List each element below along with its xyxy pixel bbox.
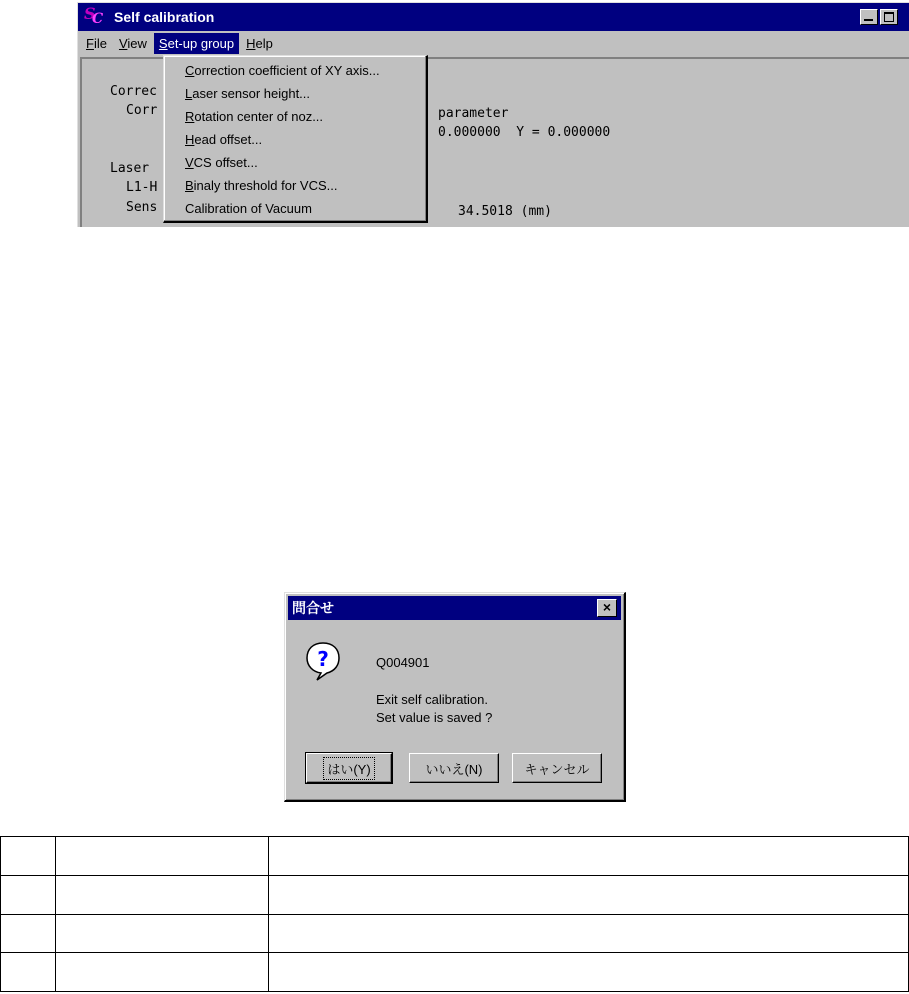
maximize-icon[interactable] (880, 9, 898, 25)
dropdown-item[interactable]: Head offset... (185, 132, 263, 147)
message-line-2: Set value is saved ? (376, 710, 493, 725)
table-cell (269, 875, 909, 914)
content-line: parameter (438, 106, 509, 121)
cancel-button-label: キャンセル (524, 761, 590, 777)
table-row (1, 837, 909, 876)
message-line-1: Exit self calibration. (376, 692, 488, 707)
dropdown-item[interactable]: VCS offset... (185, 155, 258, 170)
table-cell (56, 837, 269, 876)
dropdown-item[interactable]: Rotation center of noz... (185, 109, 324, 124)
table-cell (1, 914, 56, 953)
svg-text:?: ? (317, 647, 329, 671)
blank-table (0, 836, 909, 992)
table-cell (56, 953, 269, 992)
window-titlebar[interactable] (78, 3, 909, 31)
no-button-label: いいえ(N) (425, 761, 483, 777)
table-cell (56, 914, 269, 953)
table-cell (1, 875, 56, 914)
content-line: Corr (126, 103, 158, 118)
table-cell (269, 953, 909, 992)
dropdown-item[interactable]: Binaly threshold for VCS... (185, 178, 338, 193)
window-title: Self calibration (114, 9, 215, 25)
dialog-title: 問合せ (292, 600, 334, 616)
table-row (1, 953, 909, 992)
yes-button[interactable] (306, 753, 392, 783)
menu-bar (78, 31, 909, 55)
menu-help[interactable]: Help (246, 35, 273, 51)
message-code: Q004901 (376, 655, 430, 670)
table-cell (269, 837, 909, 876)
content-line: Correc (110, 84, 157, 99)
no-button[interactable] (409, 753, 499, 783)
close-icon[interactable]: × (597, 599, 617, 617)
dropdown-item[interactable]: Laser sensor height... (185, 86, 311, 101)
setup-group-dropdown (163, 55, 428, 223)
question-icon (305, 641, 341, 681)
table-cell (56, 875, 269, 914)
table-cell (1, 953, 56, 992)
app-icon[interactable]: S C (84, 4, 104, 27)
yes-button-label: はい(Y) (323, 757, 374, 780)
content-line: Laser (110, 161, 150, 176)
table-cell (269, 914, 909, 953)
dialog-titlebar[interactable] (288, 596, 621, 620)
menu-view[interactable]: View (118, 35, 147, 51)
content-line: L1-H (126, 180, 158, 195)
cancel-button[interactable] (512, 753, 602, 783)
dropdown-item[interactable]: Correction coefficient of XY axis... (185, 63, 380, 78)
menu-file[interactable]: File (86, 35, 107, 51)
menu-set-up-group[interactable]: Set-up group (154, 33, 239, 54)
table-cell (1, 837, 56, 876)
content-line: Sens (126, 200, 158, 215)
dropdown-item[interactable]: Calibration of Vacuum (185, 201, 312, 216)
minimize-icon[interactable] (860, 9, 878, 25)
content-line: 34.5018 (mm) (458, 204, 552, 219)
table-row (1, 914, 909, 953)
table-row (1, 875, 909, 914)
query-dialog (284, 592, 626, 802)
content-line: 0.000000 Y = 0.000000 (438, 125, 611, 140)
